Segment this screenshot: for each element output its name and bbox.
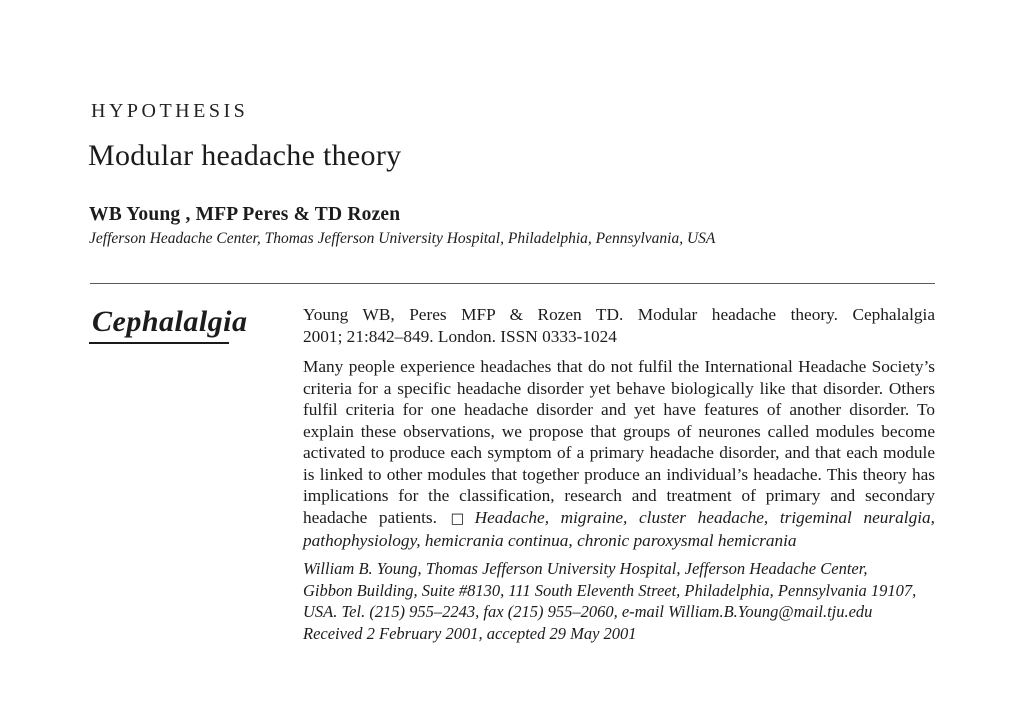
abstract-keywords: Headache, migraine, cluster headache, trigeminal neuralgia, pathophysiology, hemicrania continua, chronic paroxysmal hemicrania (303, 507, 935, 550)
affiliation-line: Jefferson Headache Center, Thomas Jefferson University Hospital, Philadelphia, Pennsylvania, USA (89, 230, 716, 247)
abstract-paragraph (303, 356, 935, 552)
correspondence-line: Gibbon Building, Suite #8130, 111 South Eleventh Street, Philadelphia, Pennsylvania 19107, (303, 580, 917, 600)
journal-logo-underline (89, 342, 229, 344)
correspondence-line: USA. Tel. (215) 955–2243, fax (215) 955–2060, e-mail William.B.Young@mail.tju.edu (303, 602, 873, 622)
received-accepted-line: Received 2 February 2001, accepted 29 May 2001 (303, 623, 637, 643)
article-title: Modular headache theory (88, 139, 402, 172)
citation-line-2: 2001; 21:842–849. London. ISSN 0333-1024 (303, 326, 617, 346)
correspondence-line: William B. Young, Thomas Jefferson University Hospital, Jefferson Headache Center, (303, 559, 868, 578)
correspondence-block (303, 558, 916, 644)
section-label: HYPOTHESIS (91, 100, 249, 122)
abstract-body-text: Many people experience headaches that do not fulfil the International Headache Society’s criteria for a specific headache disorder yet behave biologically like that disorder. Others fulfil criteria for one headache disorder and yet have features of another disorder. To explain these observations, we propose that groups of neurones called modules become activated to produce each symptom of a primary headache disorder, and that each module is linked to other modules that together produce an individual’s headache. This theory has implications for the classification, research and treatment of primary and secondary headache patients. (303, 357, 935, 527)
citation-line-1: Young WB, Peres MFP & Rozen TD. Modular headache theory. Cephalalgia (303, 305, 935, 324)
authors-line: WB Young , MFP Peres & TD Rozen (89, 204, 401, 225)
keywords-box-icon: □ (450, 510, 472, 527)
citation-block (303, 304, 935, 347)
section-divider-rule (90, 283, 935, 284)
journal-logo: Cephalalgia (92, 305, 248, 338)
